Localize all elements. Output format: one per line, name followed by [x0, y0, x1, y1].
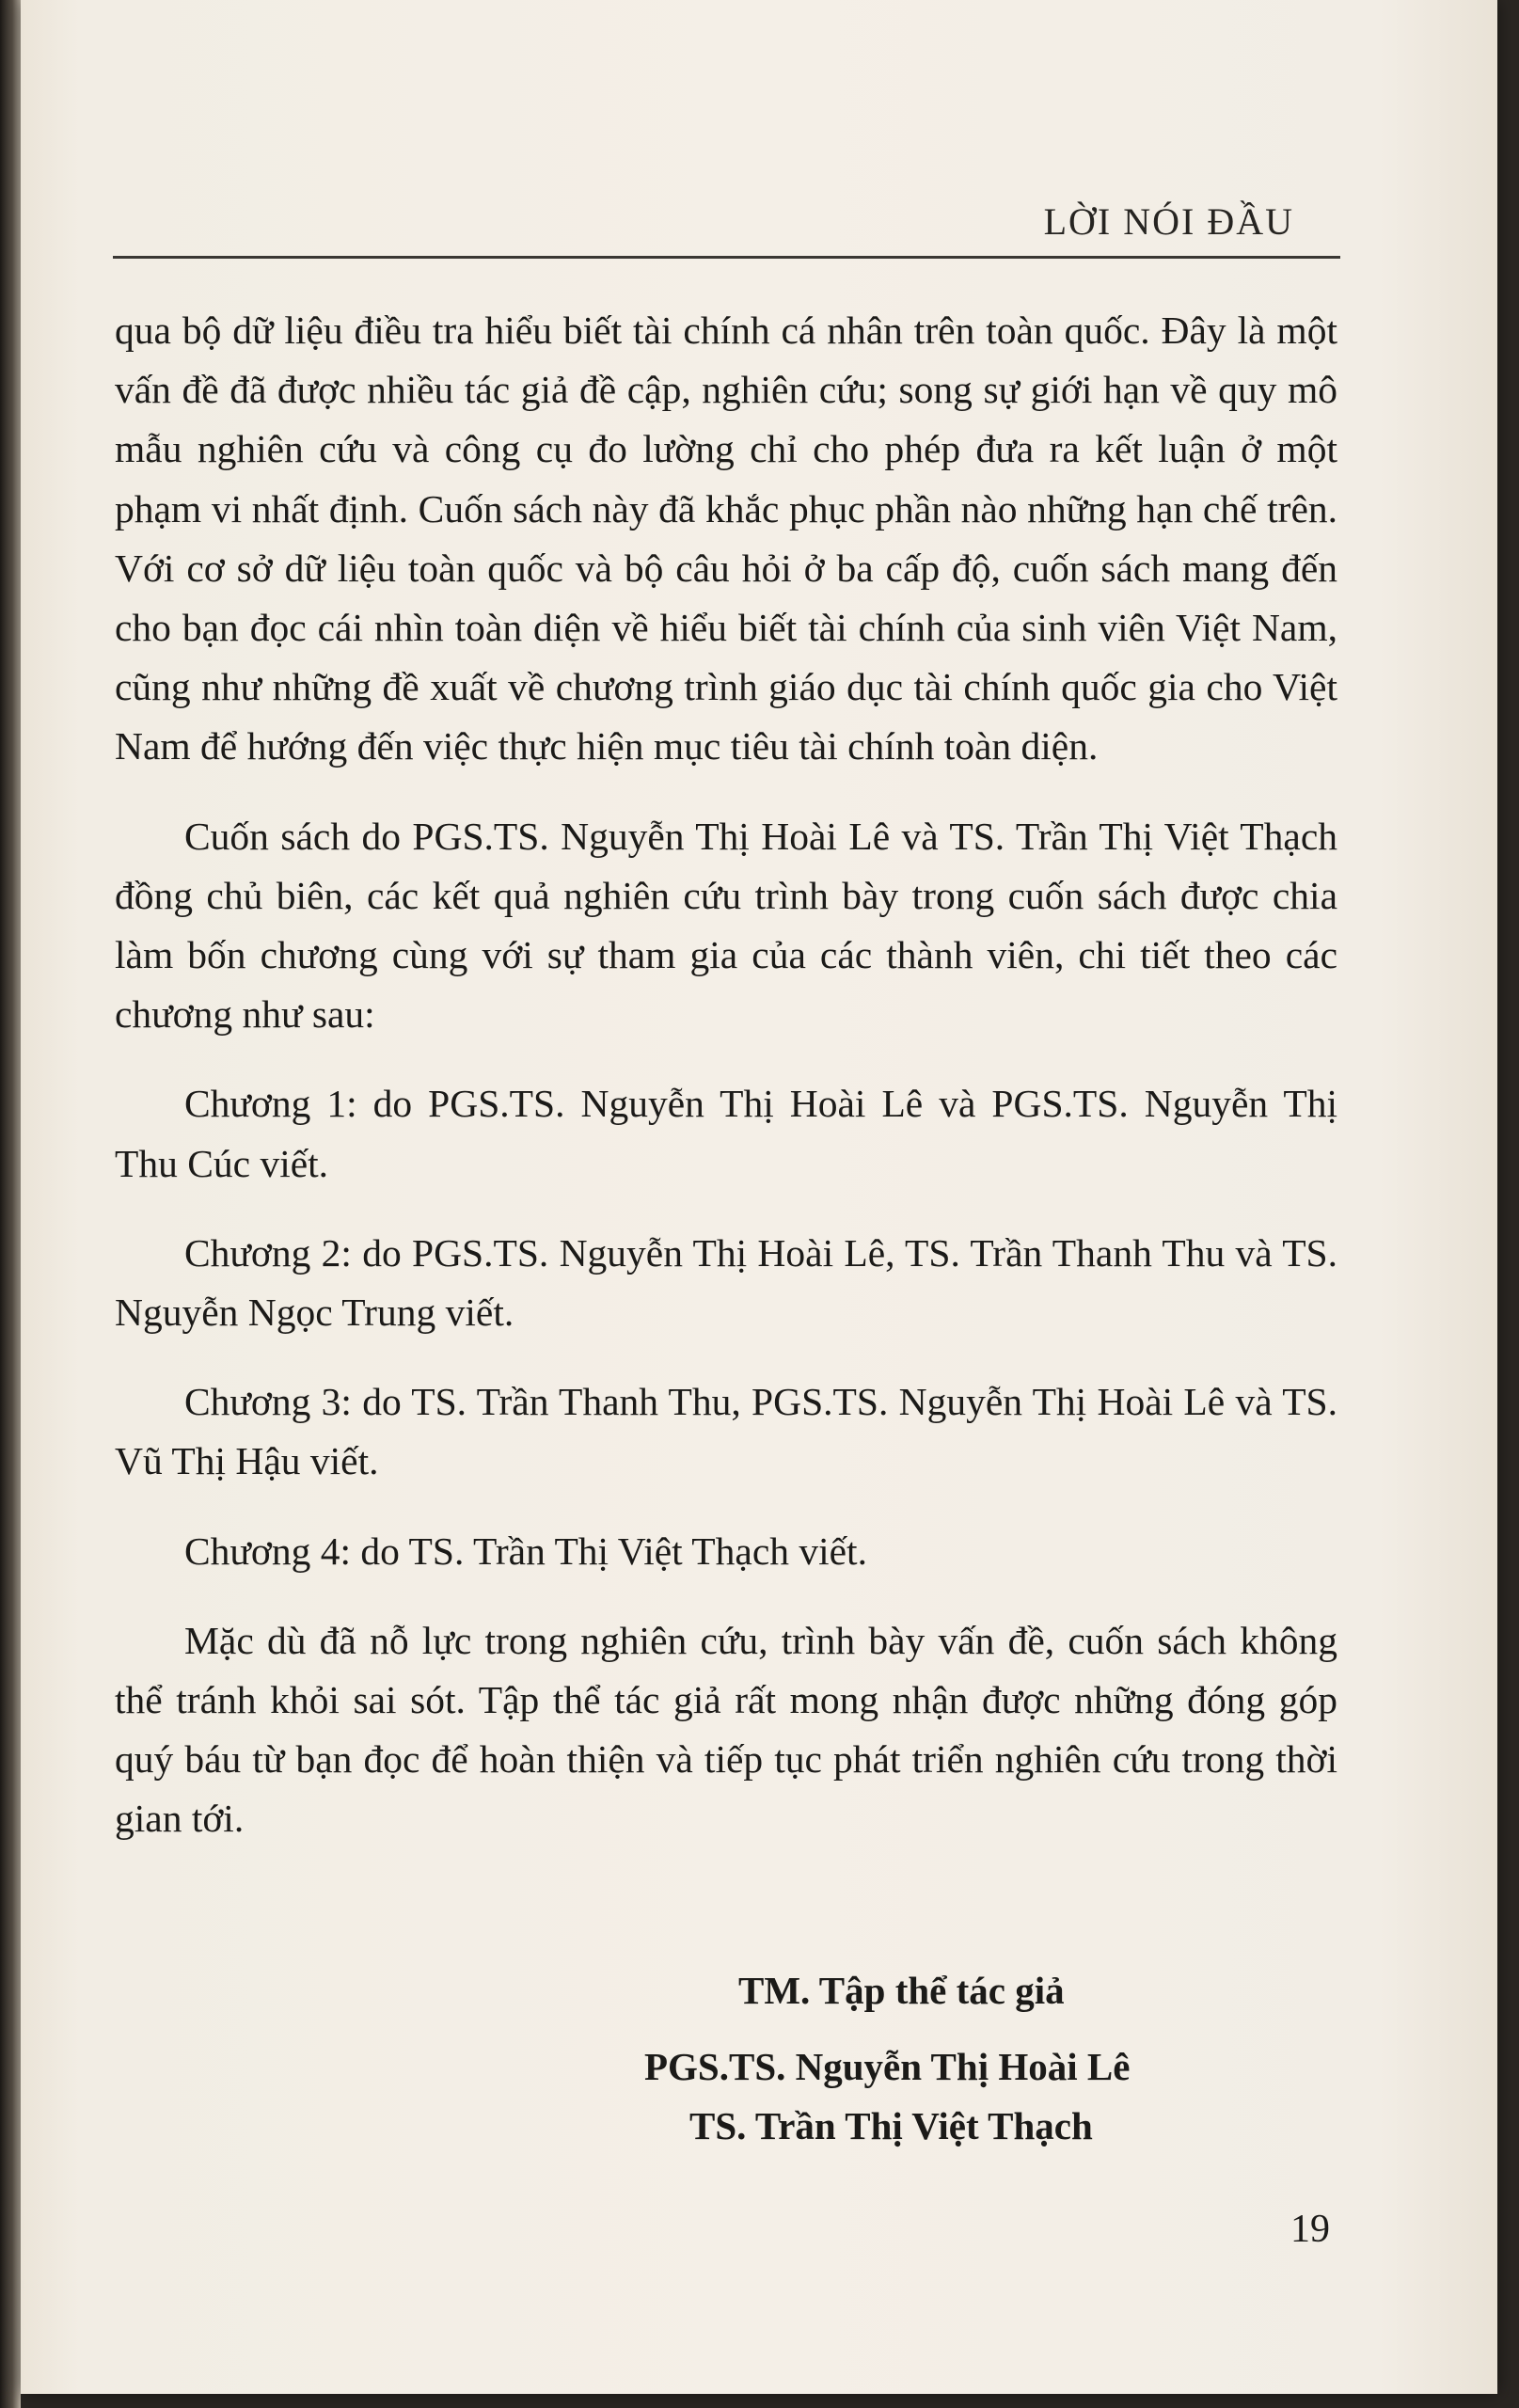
paragraph-chapter-1: Chương 1: do PGS.TS. Nguyễn Thị Hoài Lê và PGS.TS. Nguyễn Thị Thu Cúc viết. [115, 1082, 1337, 1185]
signature-on-behalf: TM. Tập thể tác giả [738, 1969, 1065, 2012]
header-rule [113, 256, 1340, 259]
body-text [115, 301, 1337, 1879]
paragraph-editors: Cuốn sách do PGS.TS. Nguyễn Thị Hoài Lê và TS. Trần Thị Việt Thạch đồng chủ biên, các kết quả nghiên cứu trình bày trong cuốn sách được chia làm bốn chương cùng với sự tham gia của các thành viên, chi tiết theo các chương như sau: [115, 814, 1337, 1037]
signature-author-1: PGS.TS. Nguyễn Thị Hoài Lê [644, 2045, 1131, 2088]
running-head: LỜI NÓI ĐẦU [1043, 200, 1294, 243]
book-page [21, 0, 1497, 2394]
paragraph-intro-continued: qua bộ dữ liệu điều tra hiểu biết tài chính cá nhân trên toàn quốc. Đây là một vấn đề đã được nhiều tác giả đề cập, nghiên cứu; song sự giới hạn về quy mô mẫu nghiên cứu và công cụ đo lường chỉ cho phép đưa ra kết luận ở một phạm vi nhất định. Cuốn sách này đã khắc phục phần nào những hạn chế trên. Với cơ sở dữ liệu toàn quốc và bộ câu hỏi ở ba cấp độ, cuốn sách mang đến cho bạn đọc cái nhìn toàn diện về hiểu biết tài chính của sinh viên Việt Nam, cũng như những đề xuất về chương trình giáo dục tài chính quốc gia cho Việt Nam để hướng đến việc thực hiện mục tiêu tài chính toàn diện. [115, 309, 1337, 768]
paragraph-closing: Mặc dù đã nỗ lực trong nghiên cứu, trình bày vấn đề, cuốn sách không thể tránh khỏi sai sót. Tập thể tác giả rất mong nhận được những đóng góp quý báu từ bạn đọc để hoàn thiện và tiếp tục phát triển nghiên cứu trong thời gian tới. [115, 1618, 1337, 1841]
paragraph-chapter-4: Chương 4: do TS. Trần Thị Việt Thạch viết. [184, 1529, 867, 1573]
signature-author-2: TS. Trần Thị Việt Thạch [689, 2104, 1093, 2147]
paragraph-chapter-2: Chương 2: do PGS.TS. Nguyễn Thị Hoài Lê, TS. Trần Thanh Thu và TS. Nguyễn Ngọc Trung viết. [115, 1230, 1337, 1335]
book-spine-edge [0, 0, 21, 2408]
paragraph-chapter-3: Chương 3: do TS. Trần Thanh Thu, PGS.TS. Nguyễn Thị Hoài Lê và TS. Vũ Thị Hậu viết. [115, 1380, 1337, 1483]
page-number: 19 [1290, 2208, 1330, 2251]
